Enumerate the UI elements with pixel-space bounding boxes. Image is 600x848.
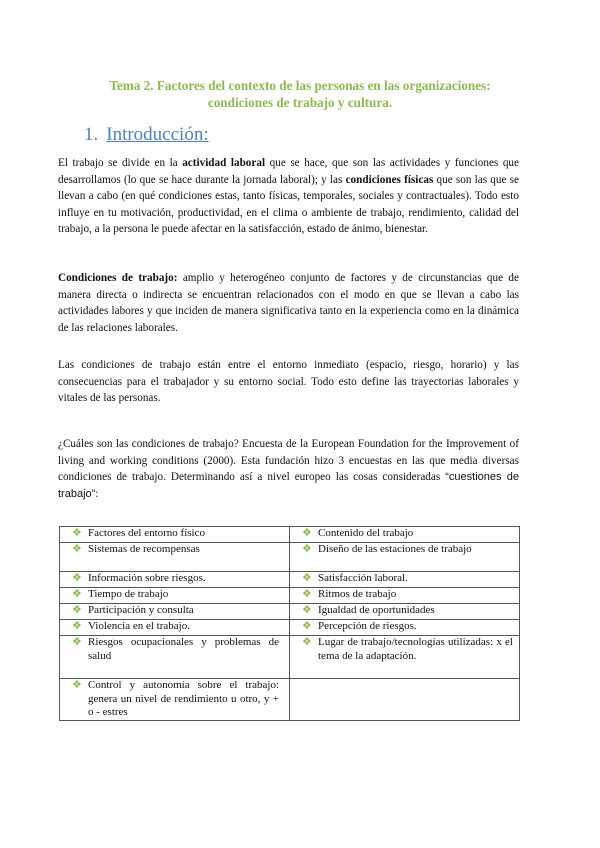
table-cell-right — [290, 679, 520, 721]
p1-text-d: que son las que se llevan a cabo (en qué condiciones estas, tanto físicas, temporales, sociales y contractuales). Todo esto influye en tu motivación, productividad, en el clima o ambiente de trabajo, rendimiento, calidad del trabajo, a la persona le puede afectar en la satisfacción, estado de ánimo, bienestar. — [58, 173, 519, 236]
table-cell-label: Riesgos ocupacionales y problemas de salud — [88, 636, 279, 662]
table-row — [60, 679, 520, 721]
table-cell-right — [290, 620, 520, 636]
diamond-bullet-icon: ❖ — [302, 588, 312, 600]
p4-quote: “cuestiones de trabajo” — [58, 471, 519, 500]
diamond-bullet-icon: ❖ — [302, 527, 312, 539]
document-title — [40, 77, 560, 111]
table-cell-left — [60, 604, 290, 620]
diamond-bullet-icon: ❖ — [302, 543, 312, 555]
table-cell-label: Violencia en el trabajo. — [88, 620, 190, 632]
diamond-bullet-icon: ❖ — [72, 604, 82, 616]
diamond-bullet-icon: ❖ — [302, 636, 312, 648]
table-cell-right — [290, 636, 520, 679]
table-cell-right — [290, 572, 520, 588]
table-cell-label: Tiempo de trabajo — [88, 588, 169, 600]
table-cell-label: Igualdad de oportunidades — [318, 604, 435, 616]
table-row — [60, 527, 520, 543]
table-cell-label: Percepción de riesgos. — [318, 620, 417, 632]
diamond-bullet-icon: ❖ — [72, 588, 82, 600]
table-cell-right — [290, 604, 520, 620]
conditions-table — [59, 526, 520, 721]
section-heading — [84, 124, 209, 146]
diamond-bullet-icon: ❖ — [302, 572, 312, 584]
p1-text-a: El trabajo se divide en la — [58, 157, 183, 169]
table-cell-right — [290, 543, 520, 572]
diamond-bullet-icon: ❖ — [72, 620, 82, 632]
table-cell-left — [60, 636, 290, 679]
paragraph-intro — [58, 155, 519, 238]
table-cell-left — [60, 572, 290, 588]
table-cell-label: Sistemas de recompensas — [88, 543, 200, 555]
table-row — [60, 572, 520, 588]
diamond-bullet-icon: ❖ — [72, 543, 82, 555]
table-row — [60, 543, 520, 572]
paragraph-context: Las condiciones de trabajo están entre el entorno inmediato (espacio, riesgo, horario) y las consecuencias para el trabajador y su entorno social. Todo esto define las trayectorias laborales y vitales de las personas. — [58, 359, 519, 405]
table-cell-label: Satisfacción laboral. — [318, 572, 408, 584]
table-cell-right — [290, 588, 520, 604]
table-cell-label: Ritmos de trabajo — [318, 588, 397, 600]
table-cell-label: Factores del entorno físico — [88, 527, 205, 539]
table-cell-left — [60, 620, 290, 636]
diamond-bullet-icon: ❖ — [72, 572, 82, 584]
table-cell-label: Información sobre riesgos. — [88, 572, 206, 584]
paragraph-definition — [58, 270, 519, 336]
table-row — [60, 636, 520, 679]
table-cell-label: Contenido del trabajo — [318, 527, 414, 539]
table-cell-label: Participación y consulta — [88, 604, 194, 616]
diamond-bullet-icon: ❖ — [72, 527, 82, 539]
table-row — [60, 604, 520, 620]
p2-bold-term: Condiciones de trabajo: — [58, 272, 178, 284]
table-cell-left — [60, 527, 290, 543]
section-number: 1. — [84, 124, 99, 145]
diamond-bullet-icon: ❖ — [302, 620, 312, 632]
diamond-bullet-icon: ❖ — [72, 679, 82, 691]
diamond-bullet-icon: ❖ — [72, 636, 82, 648]
table-cell-left — [60, 588, 290, 604]
p2-text: amplio y heterogéneo conjunto de factores y de circunstancias que de manera directa o indirecta se encuentran relacionados con el modo en que se llevan a cabo las actividades labores y que inciden de manera significativa tanto en la experiencia como en la dinámica de las relaciones laborales. — [58, 272, 519, 334]
table-row — [60, 588, 520, 604]
table-cell-left — [60, 543, 290, 572]
title-line-1: Tema 2. Factores del contexto de las personas en las organizaciones: — [109, 78, 491, 93]
table-cell-label: Diseño de las estaciones de trabajo — [318, 543, 472, 555]
p1-bold-condiciones: condiciones físicas — [345, 173, 434, 186]
p4-end: : — [95, 487, 99, 500]
diamond-bullet-icon: ❖ — [302, 604, 312, 616]
section-title: Introducción: — [106, 124, 209, 145]
table-cell-label: Control y autonomía sobre el trabajo: genera un nivel de rendimiento u otro, y + o - estres — [88, 679, 279, 718]
title-line-2: condiciones de trabajo y cultura. — [207, 95, 393, 110]
table-cell-label: Lugar de trabajo/tecnologías utilizadas: x el tema de la adaptación. — [318, 636, 513, 662]
p1-text-c: que se hace, que son las actividades y funciones que desarrollamos (lo que se hace durante la jornada laboral); y las — [58, 157, 519, 186]
table-cell-right — [290, 527, 520, 543]
table-cell-left — [60, 679, 290, 721]
p1-bold-actividad: actividad laboral — [182, 157, 266, 169]
paragraph-survey — [58, 436, 519, 502]
table-row — [60, 620, 520, 636]
p4-text: ¿Cuáles son las condiciones de trabajo? Encuesta de la European Foundation for the Improvement of living and working conditions (2000). Esta fundación hizo 3 encuestas en las que media diversas condiciones de trabajo. Determinando así a nivel europeo las cosas consideradas — [58, 438, 519, 484]
